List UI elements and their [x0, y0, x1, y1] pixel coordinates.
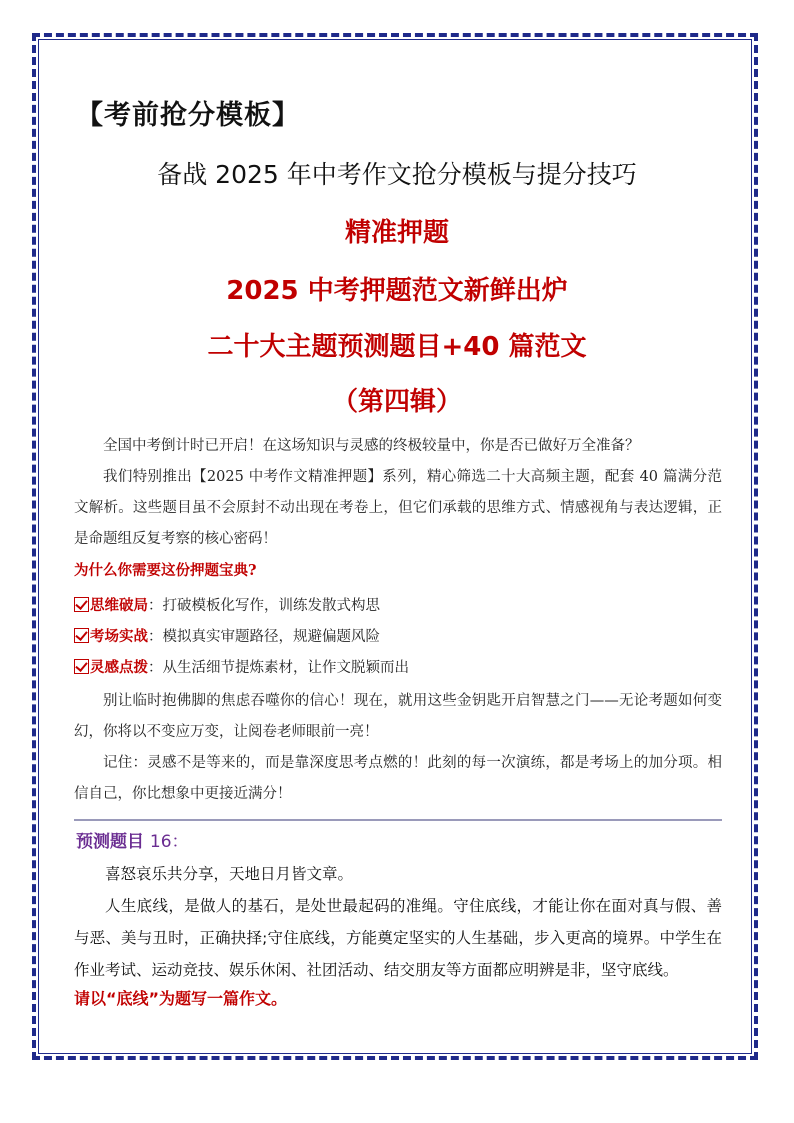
prediction-material: 人生底线，是做人的基石，是处世最起码的准绳。守住底线，才能让你在面对真与假、善与恶、美与丑时，正确抉择;守住底线，方能奠定坚实的人生基础，步入更高的境界。中学生在作业考试、运动竞技、娱乐休闲、社团活动、结交朋友等方面都应明辨是非，坚守底线。	[74, 897, 722, 979]
checkbox-icon	[74, 659, 89, 674]
check-item-key: 思维破局	[90, 597, 148, 614]
header-tag: 【考前抢分模板】	[76, 100, 300, 131]
check-item-text: ：打破模板化写作，训练发散式构思	[148, 598, 380, 614]
title-line-3: 二十大主题预测题目+40 篇范文	[207, 332, 587, 362]
check-item	[74, 594, 380, 615]
checkbox-icon	[74, 597, 89, 612]
check-item	[74, 656, 409, 677]
question-heading: 为什么你需要这份押题宝典?	[74, 562, 257, 579]
check-item-text: ：模拟真实审题路径，规避偏题风险	[148, 629, 380, 645]
title-line-4: （第四辑）	[331, 387, 462, 417]
prediction-heading	[76, 827, 189, 852]
checkbox-icon	[74, 628, 89, 643]
writing-prompt: 请以“底线”为题写一篇作文。	[74, 989, 288, 1008]
title-line-2: 2025 中考押题范文新鲜出炉	[226, 276, 568, 306]
intro-paragraph-2: 我们特别推出【2025 中考作文精准押题】系列，精心筛选二十大高频主题，配套 40 篇满分范文解析。这些题目虽不会原封不动出现在考卷上，但它们承载的思维方式、情感视角与表达逻辑，正是命题组反复考察的核心密码！	[74, 469, 722, 547]
check-item-key: 灵感点拨	[90, 659, 148, 676]
section-divider	[74, 819, 722, 821]
intro-paragraph-3: 别让临时抱佛脚的焦虑吞噬你的信心！现在，就用这些金钥匙开启智慧之门——无论考题如何变幻，你将以不变应万变，让阅卷老师眼前一亮！	[74, 693, 722, 740]
intro-paragraph-4: 记住：灵感不是等来的，而是靠深度思考点燃的！此刻的每一次演练，都是考场上的加分项。相信自己，你比想象中更接近满分！	[74, 755, 722, 802]
prediction-line-1: 喜怒哀乐共分享，天地日月皆文章。	[105, 865, 354, 883]
page-subtitle: 备战 2025 年中考作文抢分模板与提分技巧	[157, 160, 637, 189]
intro-paragraph-1: 全国中考倒计时已开启！在这场知识与灵感的终极较量中，你是否已做好万全准备？	[103, 438, 640, 454]
check-item-text: ：从生活细节提炼素材，让作文脱颖而出	[148, 660, 409, 676]
title-line-1: 精准押题	[344, 218, 449, 248]
check-item	[74, 625, 380, 646]
prediction-number: 16：	[149, 832, 189, 852]
prediction-label: 预测题目	[76, 832, 144, 852]
check-item-key: 考场实战	[90, 628, 148, 645]
